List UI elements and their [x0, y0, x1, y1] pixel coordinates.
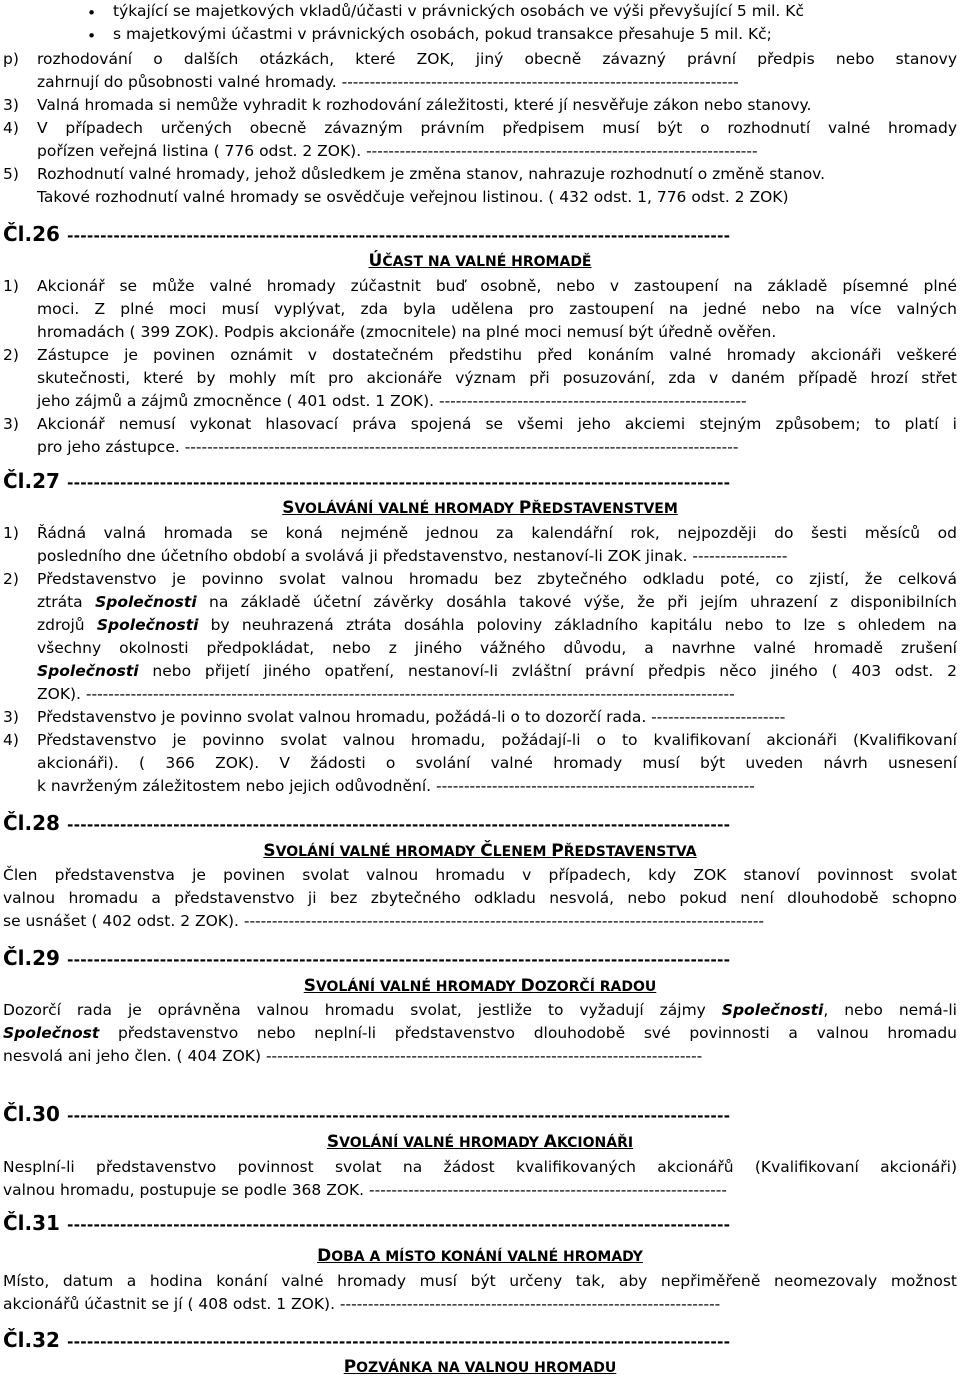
paragraph-line: valnou hromadu, postupuje se podle 368 ZOK. ----------------------------------------------------------------: [3, 1181, 727, 1199]
paragraph-line: akcionáři). ( 366 ZOK). V žádosti o svolání valné hromady musí být uveden návrh usnesení: [37, 754, 957, 772]
paragraph-line: k navrženým záležitostem nebo jejich odůvodnění. ---------------------------------------------------------: [37, 777, 755, 795]
paragraph-line: Představenstvo je povinno svolat valnou hromadu bez zbytečného odkladu poté, co zjistí, že celková: [37, 570, 957, 588]
article-title: SVOLÁVÁNÍ VALNÉ HROMADY PŘEDSTAVENSTVEM: [282, 498, 678, 518]
paragraph-line: Společnost představenstvo nebo neplní-li představenstvo dlouhodobě své povinnosti a valnou hromadu: [3, 1024, 957, 1042]
item-number: 4): [3, 119, 19, 137]
paragraph-line: hromadách ( 399 ZOK). Podpis akcionáře (zmocnitele) na plné moci nemusí být úředně ověřen.: [37, 323, 777, 341]
article-heading: Čl.27 ----------------------------------------------------------------------------------------------------: [3, 469, 731, 493]
paragraph-line: moci. Z plné moci musí vyplývat, zda byla udělena pro zastoupení na jedné nebo na více valných: [37, 300, 957, 318]
paragraph-line: Společnosti nebo přijetí jiného opatření, nestanoví-li zvláštní právní předpis něco jiného ( 403 odst. 2: [37, 662, 957, 680]
paragraph-line: Rozhodnutí valné hromady, jehož důsledkem je změna stanov, nahrazuje rozhodnutí o změně stanov.: [37, 165, 826, 183]
paragraph-line: Představenstvo je povinno svolat valnou hromadu, požádají-li o to kvalifikovaní akcionáři (Kvalifikovaní: [37, 731, 957, 749]
article-heading: Čl.29 ----------------------------------------------------------------------------------------------------: [3, 946, 731, 970]
paragraph-line: valnou hromadu a představenstvo ji bez zbytečného odkladu nesvolá, nebo pokud není dlouhodobě schopno: [3, 889, 957, 907]
article-title: DOBA A MÍSTO KONÁNÍ VALNÉ HROMADY: [317, 1246, 643, 1266]
bullet-item: s majetkovými účastmi v právnických osobách, pokud transakce přesahuje 5 mil. Kč;: [113, 25, 772, 43]
paragraph-line: Akcionář nemusí vykonat hlasovací práva spojená se všemi jeho akciemi stejným způsobem; to platí i: [37, 415, 957, 433]
bullet-icon: •: [87, 27, 97, 45]
paragraph-line: se usnášet ( 402 odst. 2 ZOK). ---------------------------------------------------------------------------------------------: [3, 912, 765, 930]
article-heading: Čl.31 ----------------------------------------------------------------------------------------------------: [3, 1211, 731, 1235]
paragraph-line: akcionářů účastnit se jí ( 408 odst. 1 ZOK). --------------------------------------------------------------------: [3, 1295, 721, 1313]
paragraph-line: V případech určených obecně závazným právním předpisem musí být o rozhodnutí valné hromady: [37, 119, 957, 137]
paragraph-line: Nesplní-li představenstvo povinnost svolat na žádost kvalifikovaných akcionářů (Kvalifikovaní akcionáři): [3, 1158, 957, 1176]
item-number: 1): [3, 524, 19, 542]
article-title: SVOLÁNÍ VALNÉ HROMADY AKCIONÁŘI: [326, 1132, 634, 1152]
paragraph-line: pořízen veřejná listina ( 776 odst. 2 ZOK). ----------------------------------------------------------------------: [37, 142, 758, 160]
item-number: 3): [3, 415, 19, 433]
paragraph-line: Valná hromada si nemůže vyhradit k rozhodování záležitosti, které jí nesvěřuje zákon nebo stanovy.: [37, 96, 812, 114]
item-number: 2): [3, 570, 19, 588]
paragraph-line: zahrnují do působnosti valné hromady. -----------------------------------------------------------------------: [37, 73, 739, 91]
item-number: 3): [3, 96, 19, 114]
paragraph-line: ztráta Společnosti na základě účetní závěrky dosáhla takové výše, že při jejím uhrazení z disponibilních: [37, 593, 957, 611]
paragraph-line: pro jeho zástupce. ---------------------------------------------------------------------------------------------------: [37, 438, 739, 456]
item-number: p): [3, 50, 19, 68]
paragraph-line: Akcionář se může valné hromady zúčastnit buď osobně, nebo v zastoupení na základě písemné plné: [37, 277, 957, 295]
paragraph-line: Místo, datum a hodina konání valné hromady musí být určeny tak, aby nepřiměřeně neomezovaly možnost: [3, 1272, 957, 1290]
paragraph-line: Člen představenstva je povinen svolat valnou hromadu v případech, kdy ZOK stanoví povinnost svolat: [3, 866, 957, 884]
item-number: 5): [3, 165, 19, 183]
bullet-icon: •: [87, 4, 97, 22]
bullet-item: týkající se majetkových vkladů/účasti v právnických osobách ve výši převyšující 5 mil. Kč: [113, 2, 804, 20]
paragraph-line: Dozorčí rada je oprávněna valnou hromadu svolat, jestliže to vyžadují zájmy Společnosti, nebo nemá-li: [3, 1001, 957, 1019]
article-heading: Čl.28 ----------------------------------------------------------------------------------------------------: [3, 811, 731, 835]
article-heading: Čl.30 ----------------------------------------------------------------------------------------------------: [3, 1102, 731, 1126]
paragraph-line: zdrojů Společnosti by neuhrazená ztráta dosáhla poloviny základního kapitálu nebo to lze s ohledem na: [37, 616, 957, 634]
paragraph-line: všechny okolnosti předpokládat, nebo z jiného vážného důvodu, a navrhne valné hromadě zrušení: [37, 639, 957, 657]
paragraph-line: Řádná valná hromada se koná nejméně jednou za kalendářní rok, nejpozději do šesti měsíců od: [37, 524, 957, 542]
paragraph-line: jeho zájmů a zájmů zmocněnce ( 401 odst. 1 ZOK). -------------------------------------------------------: [37, 392, 747, 410]
item-number: 1): [3, 277, 19, 295]
article-heading: Čl.26 ----------------------------------------------------------------------------------------------------: [3, 222, 731, 246]
paragraph-line: Zástupce je povinen oznámit v dostatečném předstihu před konáním valné hromady akcionáři veškeré: [37, 346, 957, 364]
article-heading: Čl.32 ----------------------------------------------------------------------------------------------------: [3, 1328, 731, 1352]
paragraph-line: posledního dne účetního období a svolává ji představenstvo, nestanoví-li ZOK jinak. -----------------: [37, 547, 788, 565]
item-number: 2): [3, 346, 19, 364]
item-number: 4): [3, 731, 19, 749]
article-title: SVOLÁNÍ VALNÉ HROMADY ČLENEM PŘEDSTAVENSTVA: [263, 841, 697, 861]
article-title: ÚČAST NA VALNÉ HROMADĚ: [368, 251, 592, 271]
paragraph-line: skutečnosti, které by mohly mít pro akcionáře význam při posuzování, zda v daném případě hrozí střet: [37, 369, 957, 387]
article-title: POZVÁNKA NA VALNOU HROMADU: [343, 1357, 617, 1377]
paragraph-line: Takové rozhodnutí valné hromady se osvědčuje veřejnou listinou. ( 432 odst. 1, 776 odst. 2 ZOK): [37, 188, 789, 206]
article-title: SVOLÁNÍ VALNÉ HROMADY DOZORČÍ RADOU: [303, 976, 657, 996]
paragraph-line: nesvolá ani jeho člen. ( 404 ZOK) ------------------------------------------------------------------------------: [3, 1047, 703, 1065]
paragraph-line: ZOK). --------------------------------------------------------------------------------------------------------------------: [37, 685, 735, 703]
paragraph-line: Představenstvo je povinno svolat valnou hromadu, požádá-li o to dozorčí rada. ------------------------: [37, 708, 786, 726]
item-number: 3): [3, 708, 19, 726]
paragraph-line: rozhodování o dalších otázkách, které ZOK, jiný obecně závazný právní předpis nebo stanovy: [37, 50, 957, 68]
